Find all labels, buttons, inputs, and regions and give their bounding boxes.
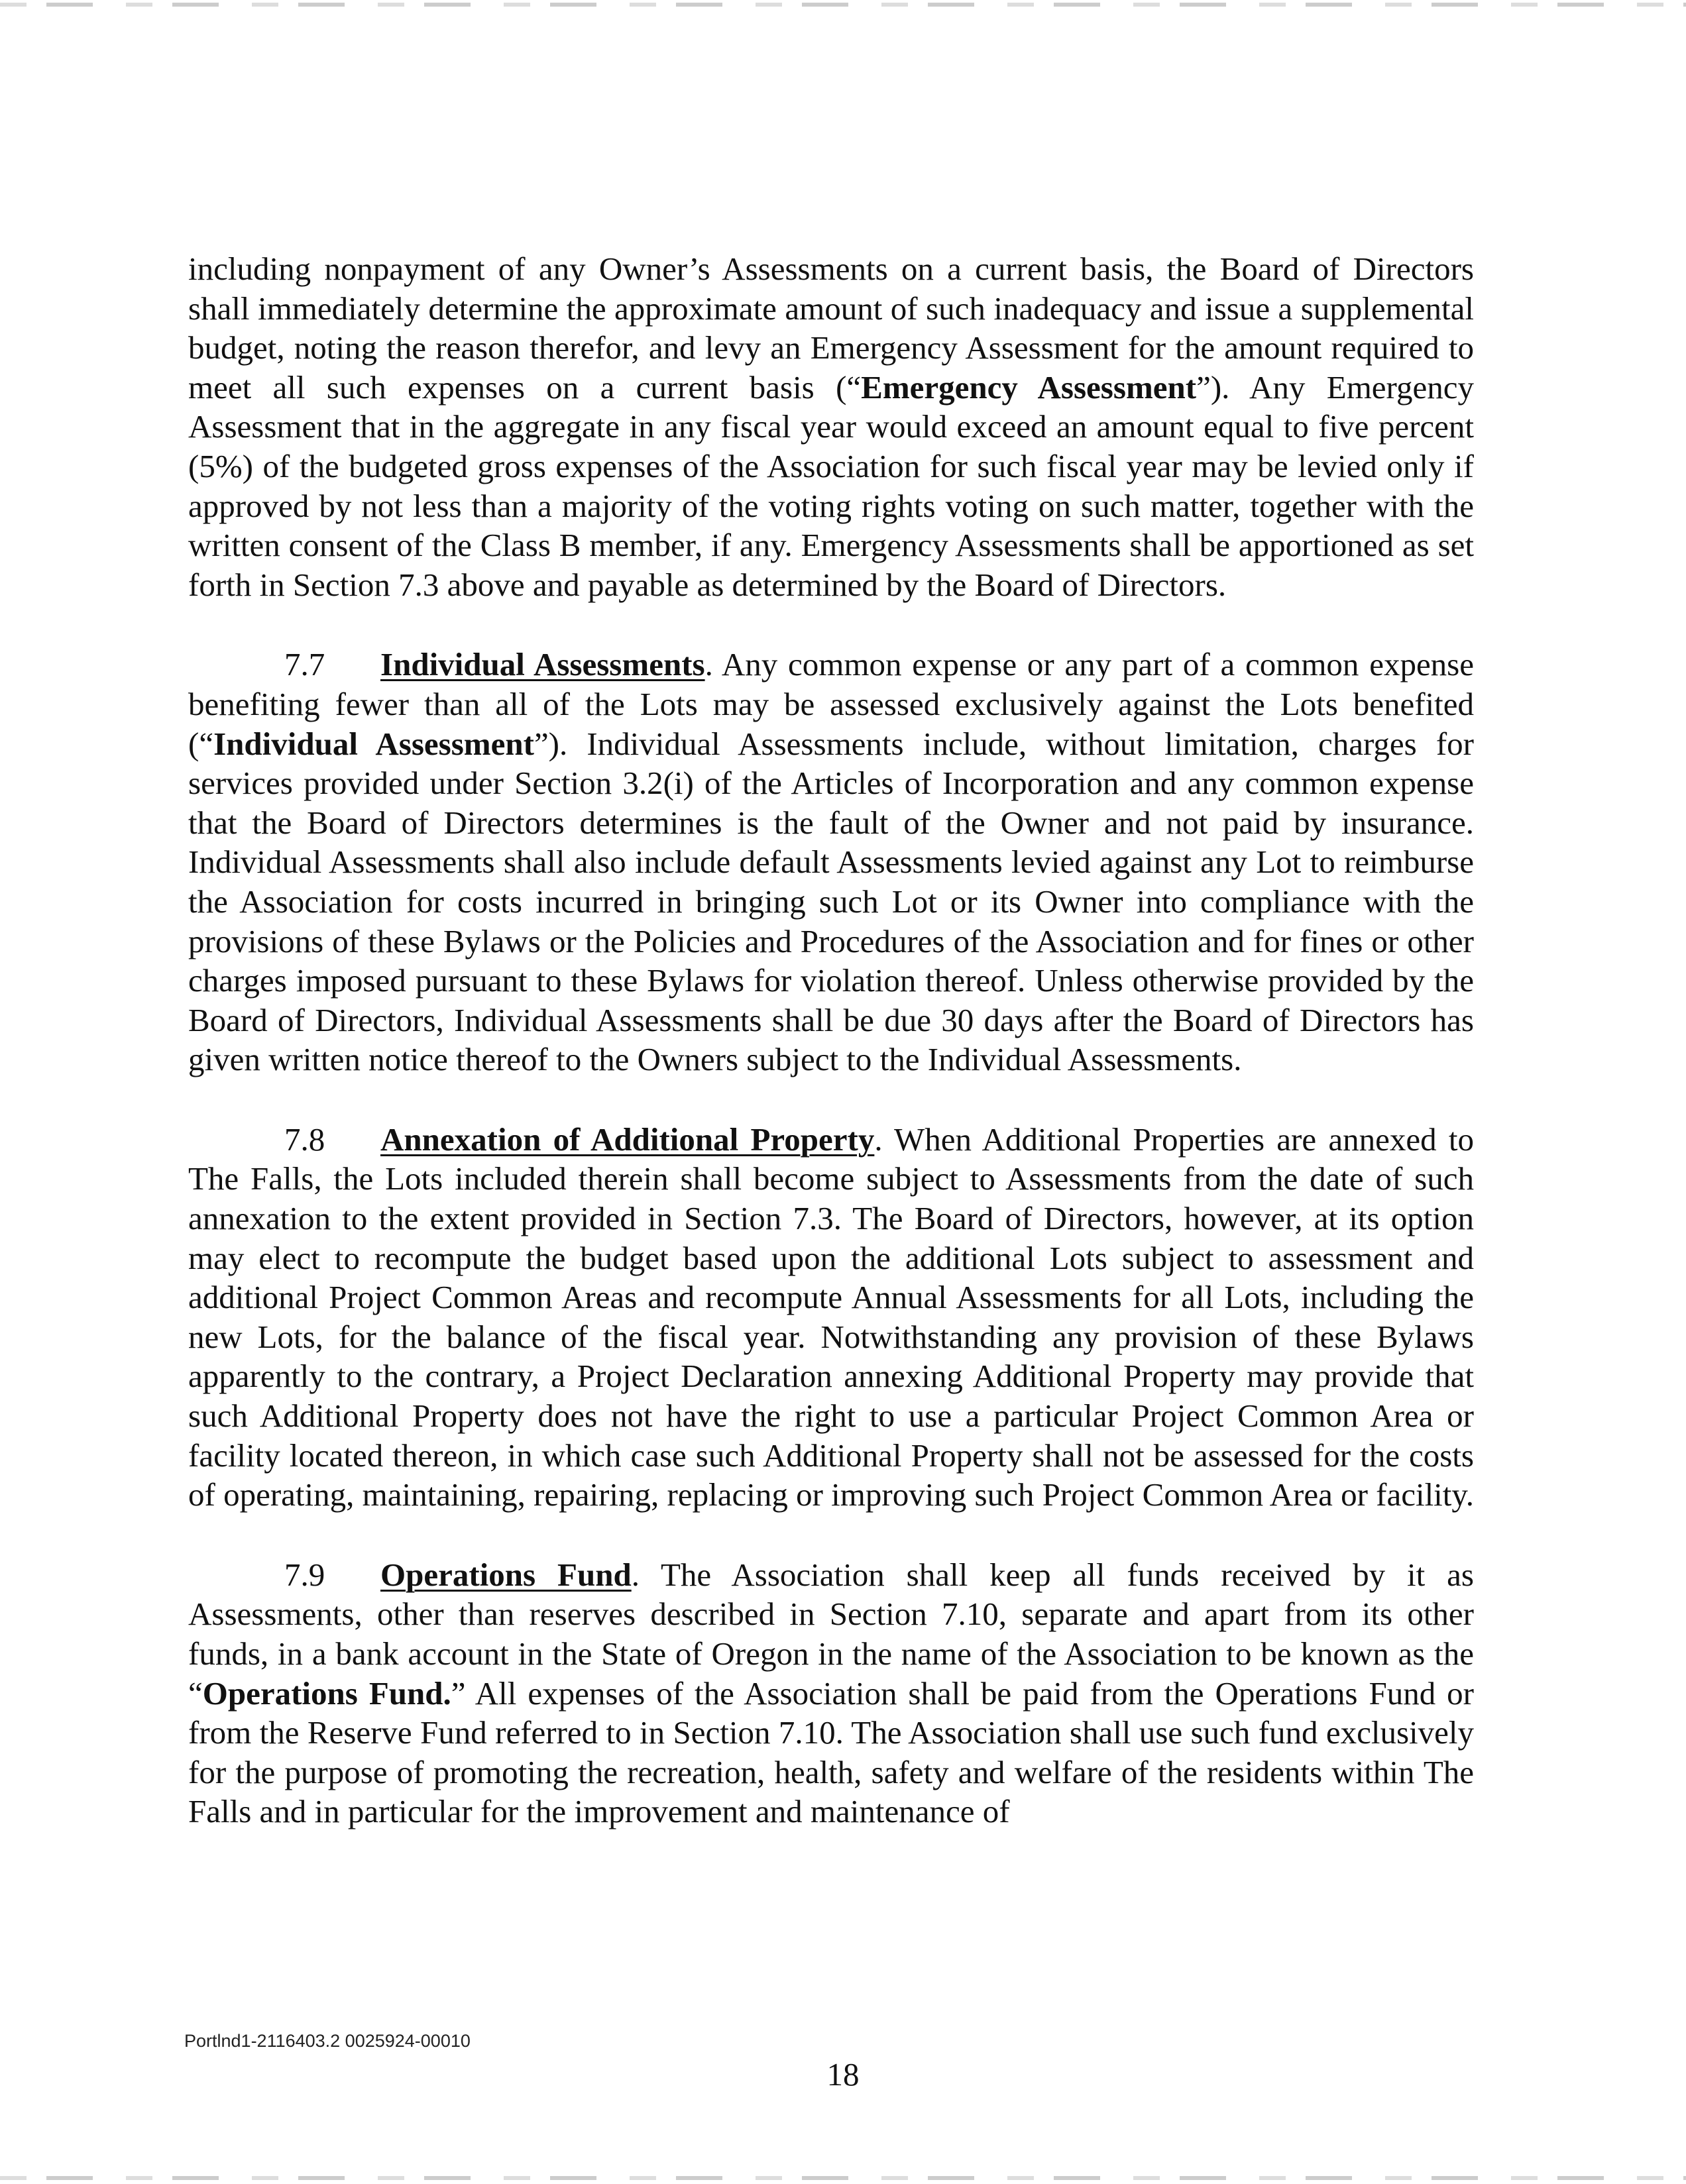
page-number: 18 [826,2056,860,2093]
document-body [188,249,1474,1872]
paragraph-continuation [188,249,1474,604]
text-run: ”). Any Emergency Assessment that in the aggregate in any fiscal year would exceed an amount equal to five percent (5%) of the budgeted gross expenses of the Association for such fiscal year may be levied only if approved by not less than a majority of the voting rights voting on such matter, together with the written consent of the Class B member, if any. Emergency Assessments shall be apportioned as set forth in Section 7.3 above and payable as determined by the Board of Directors. [188,368,1474,603]
footer-document-id: Portlnd1-2116403.2 0025924-00010 [184,2031,471,2051]
defined-term-individual-assessment: Individual Assessment [213,725,534,762]
section-heading: Annexation of Additional Property [380,1120,875,1158]
section-7-9 [188,1555,1474,1831]
section-number: 7.8 [284,1120,325,1158]
text-run: . The Association shall keep all funds received by it as Assessments, other than reserves described in Section 7.10, separate and apart from its other funds, in a bank account in the State of Oregon in the name of the Association to be known as the “ [188,1556,1474,1712]
text-run: . Any common expense or any part of a common expense benefiting fewer than all of the Lots may be assessed exclusively against the Lots benefited (“ [188,646,1475,762]
text-run: ”). Individual Assessments include, without limitation, charges for services provided under Section 3.2(i) of the Articles of Incorporation and any common expense that the Board of Directors determines is the fault of the Owner and not paid by insurance. Individual Assessments shall also include default Assessments levied against any Lot to reimburse the Association for costs incurred in bringing such Lot or its Owner into compliance with the provisions of these Bylaws or the Policies and Procedures of the Association and for fines or other charges imposed pursuant to these Bylaws for violation thereof. Unless otherwise provided by the Board of Directors, Individual Assessments shall be due 30 days after the Board of Directors has given written notice thereof to the Owners subject to the Individual Assessments. [188,725,1474,1078]
text-run: including nonpayment of any Owner’s Assessments on a current basis, the Board of Directors shall immediately determine the approximate amount of such inadequacy and issue a supplemental budget, noting the reason therefor, and levy an Emergency Assessment for the amount required to meet all such expenses on a current basis (“ [188,250,1474,406]
section-number: 7.7 [284,646,325,683]
defined-term-emergency-assessment: Emergency Assessment [861,368,1197,406]
section-7-8 [188,1120,1474,1515]
defined-term-operations-fund: Operations Fund. [202,1674,451,1712]
section-number: 7.9 [284,1556,325,1593]
section-7-7 [188,645,1474,1079]
text-run: . When Additional Properties are annexed to The Falls, the Lots included therein shall become subject to Assessments from the date of such annexation to the extent provided in Section 7.3. The Board of Directors, however, at its option may elect to recompute the budget based upon the additional Lots subject to assessment and additional Project Common Areas and recompute Annual Assessments for all Lots, including the new Lots, for the balance of the fiscal year. Notwithstanding any provision of these Bylaws apparently to the contrary, a Project Declaration annexing Additional Property may provide that such Additional Property does not have the right to use a particular Project Common Area or facility located thereon, in which case such Additional Property shall not be assessed for the costs of operating, maintaining, repairing, replacing or improving such Project Common Area or facility. [188,1120,1474,1513]
section-heading: Individual Assessments [380,646,705,683]
section-heading: Operations Fund [380,1556,632,1593]
text-run: ” All expenses of the Association shall be paid from the Operations Fund or from the Reserve Fund referred to in Section 7.10. The Association shall use such fund exclusively for the purpose of promoting the recreation, health, safety and welfare of the residents within The Falls and in particular for the improvement and maintenance of [188,1674,1474,1830]
scan-edge-top [0,3,1686,7]
scan-edge-bottom [0,2176,1686,2180]
